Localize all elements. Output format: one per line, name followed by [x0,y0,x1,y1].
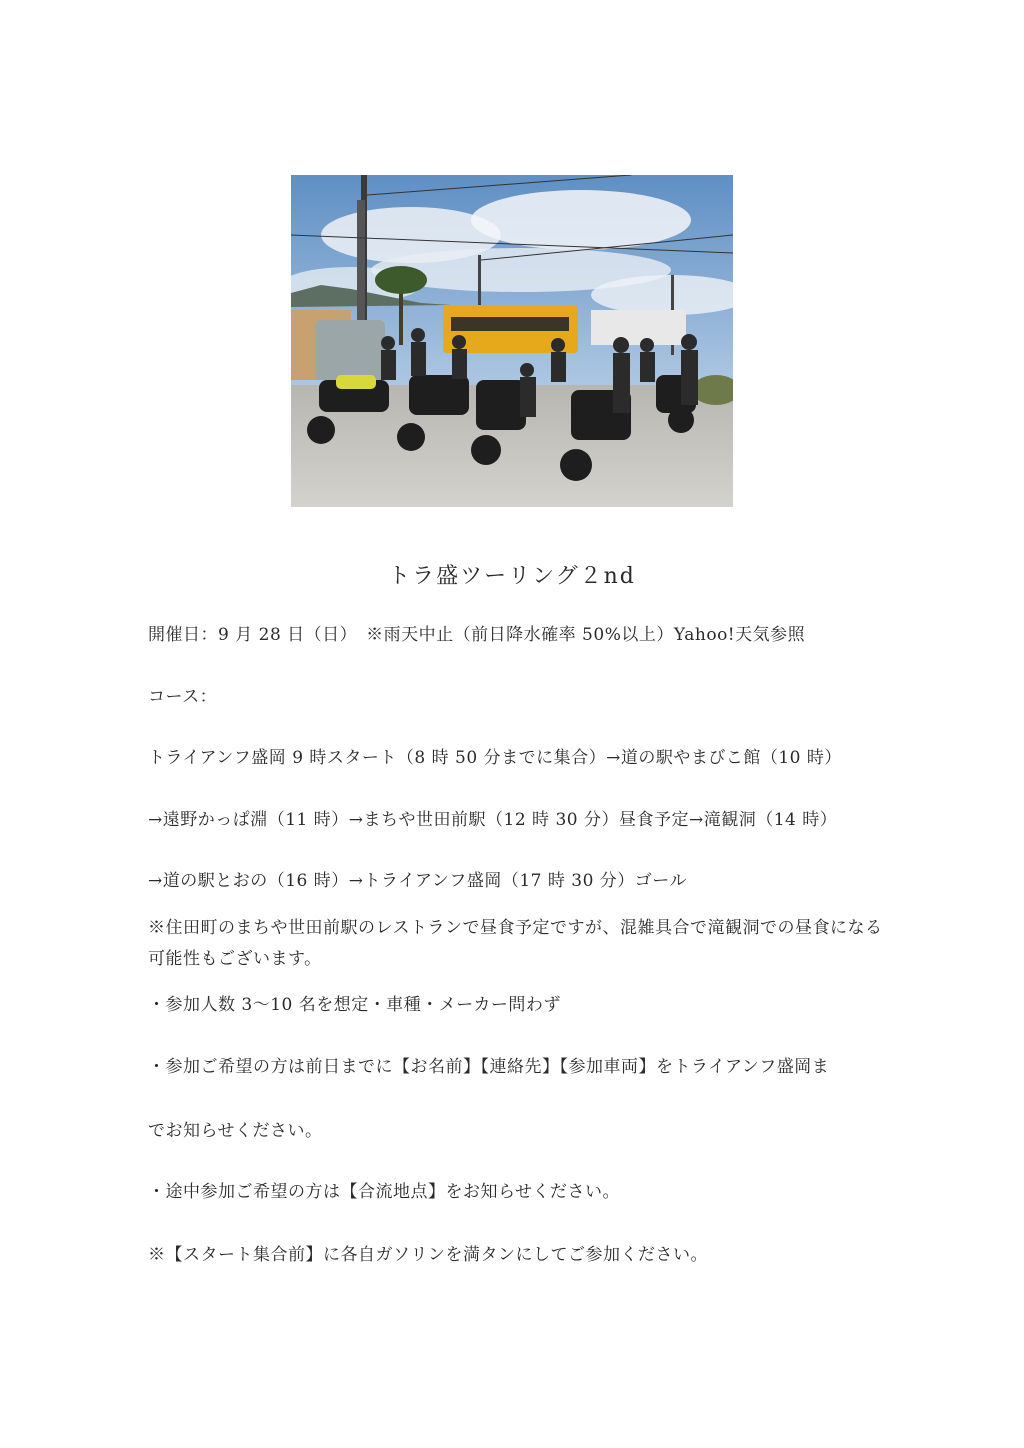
lunch-note-line-1: ※住田町のまちや世田前駅のレストランで昼食予定ですが、混雑具合で滝観洞での昼食になる [148,918,883,938]
application-note-line-2: でお知らせください。 [148,1121,323,1141]
course-line-3: →道の駅とおの（16 時）→トライアンフ盛岡（17 時 30 分）ゴール [148,871,687,891]
fuel-note: ※【スタート集合前】に各自ガソリンを満タンにしてご参加ください。 [148,1245,708,1265]
application-note-line-1: ・参加ご希望の方は前日までに【お名前】【連絡先】【参加車両】をトライアンフ盛岡ま [148,1057,830,1077]
event-title: トラ盛ツーリング２nd [388,564,636,589]
participants-note: ・参加人数 3〜10 名を想定・車種・メーカー問わず [148,995,561,1015]
lunch-note-line-2: 可能性もございます。 [148,949,322,969]
group-photo [291,175,733,507]
event-date-line: 開催日：9 月 28 日（日） ※雨天中止（前日降水確率 50%以上）Yahoo!天気参照 [148,625,806,645]
course-label: コース： [148,687,218,707]
midway-join-note: ・途中参加ご希望の方は【合流地点】をお知らせください。 [148,1182,620,1202]
course-line-1: トライアンフ盛岡 9 時スタート（8 時 50 分までに集合）→道の駅やまびこ館（10 時） [148,748,842,768]
course-line-2: →遠野かっぱ淵（11 時）→まちや世田前駅（12 時 30 分）昼食予定→滝観洞（14 時） [148,810,838,830]
